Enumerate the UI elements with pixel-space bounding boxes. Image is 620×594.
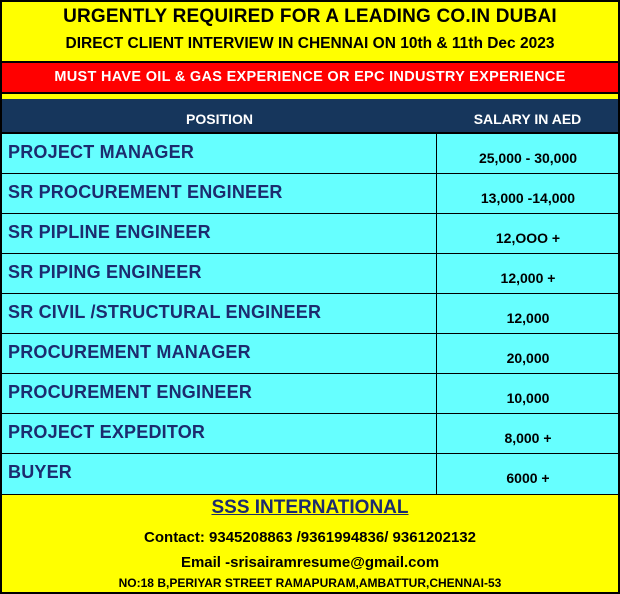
position-salary: 25,000 - 30,000 [478,150,578,166]
position-name: SR PIPING ENGINEER [8,262,202,282]
position-name: PROJECT MANAGER [8,142,195,162]
position-name: PROJECT EXPEDITOR [8,422,206,442]
position-name: PROCUREMENT ENGINEER [8,382,253,402]
requirement-text: MUST HAVE OIL & GAS EXPERIENCE OR EPC INDUSTRY EXPERIENCE [54,69,566,85]
position-salary: 6000 + [506,470,550,486]
table-row [2,414,618,454]
position-name: SR PIPLINE ENGINEER [8,222,211,242]
table-row [2,334,618,374]
flyer-header [2,2,618,60]
position-name: BUYER [8,462,73,482]
positions-table [2,134,618,494]
position-salary: 12,OOO + [495,230,561,246]
position-salary: 10,000 [506,390,550,406]
flyer-footer [2,494,618,592]
table-row [2,454,618,494]
flyer-subtitle: DIRECT CLIENT INTERVIEW IN CHENNAI ON 10th & 11th Dec 2023 [65,35,555,52]
company-name [2,497,618,519]
table-row [2,374,618,414]
table-row [2,254,618,294]
table-header [2,99,618,134]
position-salary: 8,000 + [504,430,552,446]
requirement-banner [2,61,618,94]
position-salary: 12,000 + [500,270,556,286]
table-row [2,294,618,334]
contact-phones: Contact: 9345208863 /9361994836/ 9361202132 [144,529,476,546]
position-name: SR PROCUREMENT ENGINEER [8,182,283,202]
table-row [2,214,618,254]
position-salary: 13,000 -14,000 [480,190,576,206]
position-name: SR CIVIL /STRUCTURAL ENGINEER [8,302,322,322]
position-salary: 12,000 [506,310,550,326]
table-row [2,134,618,174]
column-header-position: POSITION [186,111,253,127]
position-salary: 20,000 [506,350,550,366]
flyer-title: URGENTLY REQUIRED FOR A LEADING CO.IN DUBAI [63,6,557,27]
column-header-salary: SALARY IN AED [473,111,582,127]
company-name-text: SSS INTERNATIONAL [211,497,409,518]
company-address: NO:18 B,PERIYAR STREET RAMAPURAM,AMBATTUR,CHENNAI-53 [118,576,502,590]
table-row [2,174,618,214]
contact-email: Email -srisairamresume@gmail.com [180,554,440,571]
column-divider [436,134,437,494]
position-name: PROCUREMENT MANAGER [8,342,251,362]
